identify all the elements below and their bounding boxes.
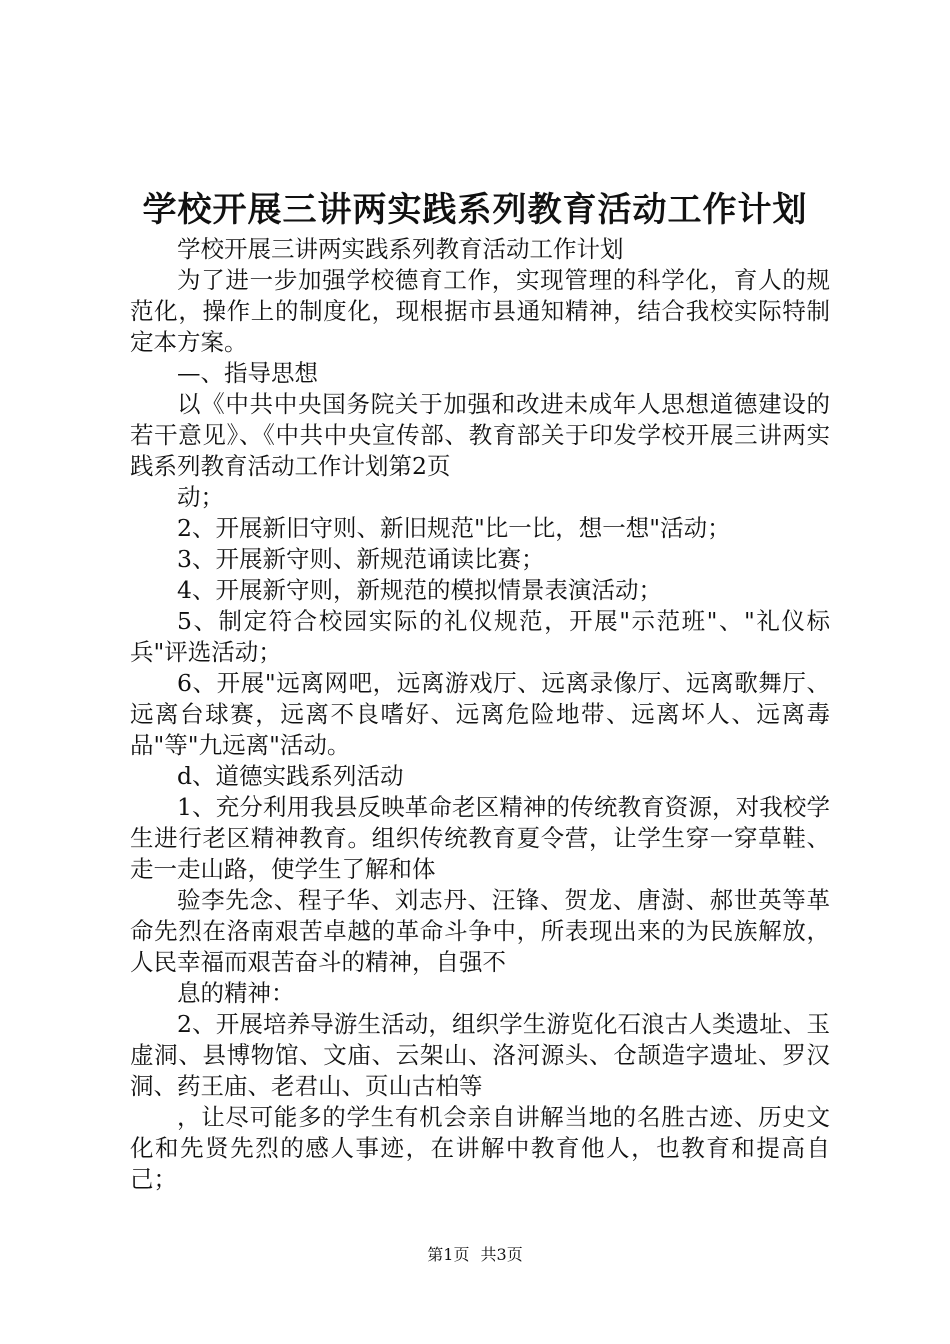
- paragraph-continuation: 动；: [177, 483, 224, 511]
- paragraph-subtitle: 学校开展三讲两实践系列教育活动工作计划: [177, 235, 624, 263]
- document-body: [130, 234, 830, 1195]
- moral-item-2: 2、开展培养导游生活动，组织学生游览化石浪古人类遗址、玉虚洞、县博物馆、文庙、云架山、洛河源头、仓颉造字遗址、罗汉洞、药王庙、老君山、页山古柏等: [130, 1010, 830, 1100]
- document-title: 学校开展三讲两实践系列教育活动工作计划: [142, 190, 808, 230]
- list-item-4: 4、开展新守则，新规范的模拟情景表演活动；: [177, 576, 662, 604]
- list-item-3: 3、开展新守则、新规范诵读比赛；: [177, 545, 545, 573]
- list-item-6: 6、开展"远离网吧，远离游戏厅、远离录像厅、远离歌舞厅、远离台球赛，远离不良嗜好、远离危险地带、远离坏人、远离毒品"等"九远离"活动。: [130, 669, 830, 759]
- page-total: 共3页: [480, 1245, 523, 1264]
- list-item-5: 5、制定符合校园实际的礼仪规范，开展"示范班"、"礼仪标兵"评选活动；: [130, 607, 830, 666]
- section-heading-moral-practice: d、道德实践系列活动: [177, 762, 404, 790]
- paragraph-guiding-ideology: 以《中共中央国务院关于加强和改进未成年人思想道德建设的若干意见》、《中共中央宣传部、教育部关于印发学校开展三讲两实践系列教育活动工作计划第2页: [130, 390, 830, 480]
- moral-item-1: 1、充分利用我县反映革命老区精神的传统教育资源，对我校学生进行老区精神教育。组织传统教育夏令营，让学生穿一穿草鞋、走一走山路，使学生了解和体: [130, 793, 830, 883]
- moral-item-1-end: 息的精神：: [177, 979, 295, 1007]
- section-heading-guiding-ideology: —、指导思想: [177, 359, 318, 387]
- page-number: 第1页: [427, 1245, 470, 1264]
- paragraph-intro: 为了进一步加强学校德育工作，实现管理的科学化，育人的规范化，操作上的制度化，现根据市县通知精神，结合我校实际特制定本方案。: [130, 266, 830, 356]
- page-footer: [0, 1244, 950, 1266]
- moral-item-2-continued: ，让尽可能多的学生有机会亲自讲解当地的名胜古迹、历史文化和先贤先烈的感人事迹，在讲解中教育他人，也教育和提高自己；: [130, 1103, 830, 1193]
- moral-item-1-continued: 验李先念、程子华、刘志丹、汪锋、贺龙、唐澍、郝世英等革命先烈在洛南艰苦卓越的革命斗争中，所表现出来的为民族解放，人民幸福而艰苦奋斗的精神，自强不: [130, 886, 830, 976]
- list-item-2: 2、开展新旧守则、新旧规范"比一比，想一想"活动；: [177, 514, 731, 542]
